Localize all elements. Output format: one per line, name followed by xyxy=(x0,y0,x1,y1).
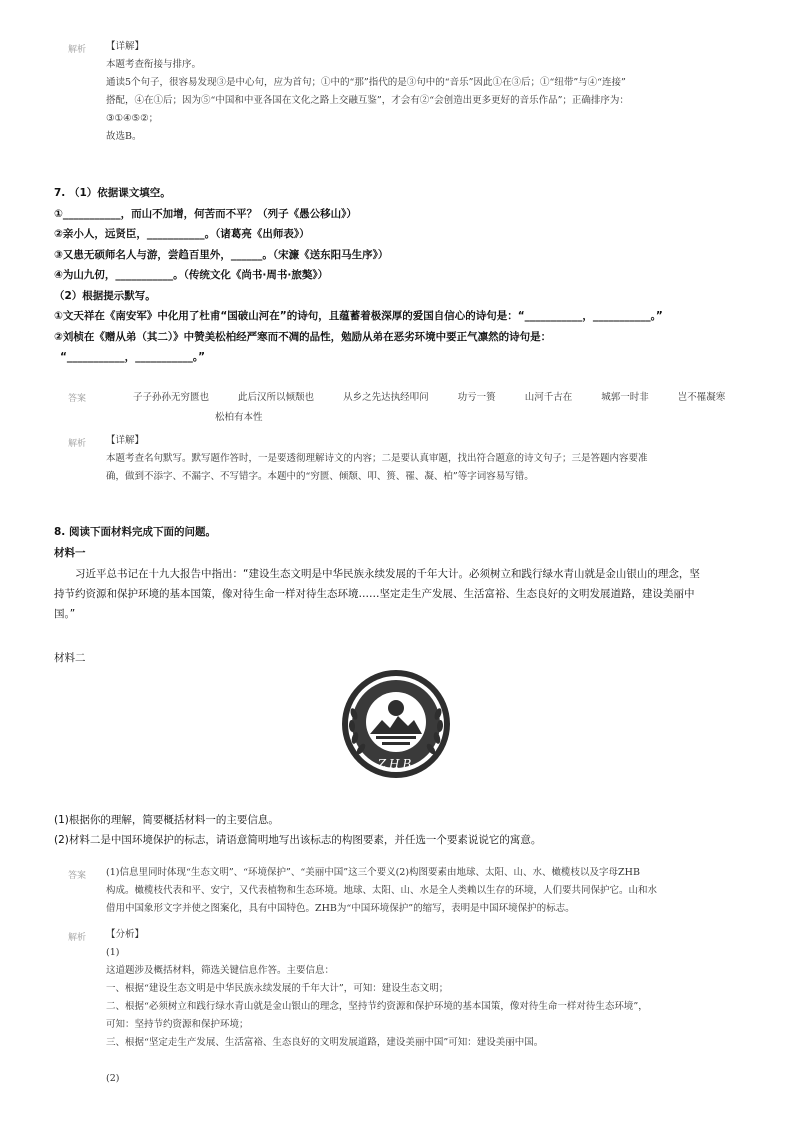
question-line: ①文天祥在《南安军》中化用了杜甫“国破山河在”的诗句，且蕴蓄着极深厚的爱国自信心的诗句是：“___________，___________。” xyxy=(54,310,663,322)
analysis-line: 确，做到不添字、不漏字、不写错字。本题中的“穷匮、倾颓、叩、篑、罹、凝、柏”等字词容易写错。 xyxy=(106,471,534,482)
q7-answers xyxy=(133,388,733,428)
answer-item: 城郭一时非 xyxy=(601,392,649,403)
question-line: ②亲小人，远贤臣，___________。（诸葛亮《出师表》） xyxy=(54,228,310,240)
q7-analysis xyxy=(106,432,648,486)
analysis-line: (2) xyxy=(106,1073,120,1084)
analysis-line: 一、根据“建设生态文明是中华民族永续发展的千年大计”，可知：建设生态文明； xyxy=(106,983,449,994)
material-line: 持节约资源和保护环境的基本国策，像对待生命一样对待生态环境……坚定走生产发展、生活富裕、生态良好的文明发展道路，建设美丽中 xyxy=(54,588,695,600)
analysis-line xyxy=(106,1052,648,1070)
material-line: 国。” xyxy=(54,608,76,620)
material-1-text xyxy=(54,564,744,624)
analysis-label: 解析 xyxy=(68,45,87,55)
analysis-line: 这道题涉及概括材料，筛选关键信息作答。主要信息： xyxy=(106,965,335,976)
top-analysis-text xyxy=(106,38,629,146)
material-2-title: 材料二 xyxy=(54,652,86,664)
zhb-logo-image xyxy=(340,668,452,780)
answer-item: 从乡之先达执经叩问 xyxy=(343,392,429,403)
analysis-line: 本题考查名句默写。默写题作答时，一是要透彻理解诗文的内容；二是要认真审题，找出符合题意的诗文句子；三是答题内容要准 xyxy=(106,453,648,464)
answer-line: (1)信息里同时体现“生态文明”、“环境保护”、“美丽中国”这三个要义(2)构图要素由地球、太阳、山、水、橄榄枝以及字母ZHB xyxy=(106,867,640,878)
analysis-label: 解析 xyxy=(68,933,87,943)
analysis-line: 【详解】 xyxy=(106,41,145,52)
question-8-title: 8. 阅读下面材料完成下面的问题。 xyxy=(54,526,216,538)
analysis-line: 【详解】 xyxy=(106,435,145,446)
analysis-line: 故选B。 xyxy=(106,131,142,142)
material-line: 习近平总书记在十九大报告中指出：“建设生态文明是中华民族永续发展的千年大计。必须树立和践行绿水青山就是金山银山的理念，坚 xyxy=(75,568,700,580)
question-7 xyxy=(54,183,663,368)
analysis-line: 可知：坚持节约资源和保护环境； xyxy=(106,1019,249,1030)
q8-answer xyxy=(106,864,657,918)
question-7-title: 7. （1）依据课文填空。 xyxy=(54,187,171,199)
answer-item: 松柏有本性 xyxy=(215,412,263,423)
analysis-line: 二、根据“必须树立和践行绿水青山就是金山银山的理念，坚持节约资源和保护环境的基本国策，像对待生命一样对待生态环境”， xyxy=(106,1001,648,1012)
q8-questions xyxy=(54,810,744,850)
answer-item: 岂不罹凝寒 xyxy=(677,392,726,403)
answer-line: 构成。橄榄枝代表和平、安宁，又代表植物和生态环境。地球、太阳、山、水是全人类赖以生存的环境，人们要共同保护它。山和水 xyxy=(106,885,658,896)
analysis-line: 本题考查衔接与排序。 xyxy=(106,59,202,70)
answer-item: 子子孙孙无穷匮也 xyxy=(133,392,210,403)
sub-question: (2)材料二是中国环境保护的标志，请语意简明地写出该标志的构图要素，并任选一个要素说说它的寓意。 xyxy=(54,834,542,846)
answer-label: 答案 xyxy=(68,871,87,881)
analysis-line: 通读5个句子，很容易发现③是中心句，应为首句；①中的“那”指代的是③句中的“音乐”因此①在③后；①“纽带”与④“连接” xyxy=(106,77,626,88)
answer-item: 山河千古在 xyxy=(524,392,573,403)
answer-label: 答案 xyxy=(68,394,87,404)
analysis-line: 【分析】 xyxy=(106,929,145,940)
logo-text: ZHB xyxy=(377,757,415,771)
answer-item: 功亏一篑 xyxy=(457,392,496,403)
analysis-line: 三、根据“坚定走生产发展、生活富裕、生态良好的文明发展道路，建设美丽中国”可知：建设美丽中国。 xyxy=(106,1037,544,1048)
question-line: “___________，___________。” xyxy=(60,351,206,363)
analysis-line: (1) xyxy=(106,947,120,958)
analysis-label: 解析 xyxy=(68,439,87,449)
question-line: ②刘桢在《赠从弟（其二）》中赞美松柏经严寒而不凋的品性，勉励从弟在恶劣环境中要正气凛然的诗句是： xyxy=(54,330,552,343)
sub-question: (1)根据你的理解，简要概括材料一的主要信息。 xyxy=(54,814,279,826)
answer-item: 此后汉所以倾颓也 xyxy=(238,392,315,403)
analysis-line: 搭配，④在①后；因为⑤“中国和中亚各国在文化之路上交融互鉴”，才会有②“会创造出更多更好的音乐作品”；正确排序为： xyxy=(106,95,629,106)
question-line: ①___________，而山不加增，何苦而不平？（列子《愚公移山》） xyxy=(54,207,357,220)
answer-line: 借用中国象形文字并使之图案化，具有中国特色。ZHB为“中国环境保护”的缩写，表明是中国环境保护的标志。 xyxy=(106,903,575,914)
question-line: ④为山九仞，___________。（传统文化《尚书·周书·旅獒》） xyxy=(54,269,329,281)
material-1-title: 材料一 xyxy=(54,547,86,559)
question-line: ③又患无硕师名人与游，尝趋百里外，______。（宋濂《送东阳马生序》） xyxy=(54,248,389,261)
analysis-line: ③①④⑤②； xyxy=(106,113,159,124)
question-line: （2）根据提示默写。 xyxy=(54,289,156,302)
q8-analysis xyxy=(106,926,648,1088)
